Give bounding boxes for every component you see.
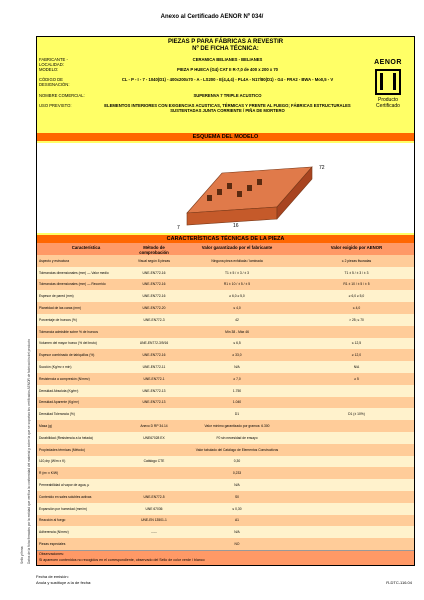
- cell-metodo: Visual según 8 piezas: [137, 258, 170, 263]
- cell-name: Propiedades térmicas (Método): [39, 447, 85, 452]
- cell-aen: [299, 503, 414, 515]
- sidebar-legal-text: Datos de la ficha firmados por la entidad que verifica la conformidad del material y sobre la que se soportan los certificados AENOR de fabricación del producto: [27, 338, 31, 564]
- document-code: R-DTC-116.04: [386, 580, 412, 585]
- cell-fab: 0,30: [233, 459, 241, 464]
- table-row: [37, 538, 414, 551]
- logo-caption-2: Certificado: [376, 103, 400, 109]
- cell-metodo: UNE-EN772-16: [142, 270, 166, 275]
- cell-fab: S0: [234, 494, 240, 499]
- cell-fab: ≤ 0,30: [232, 506, 242, 511]
- sheet-title-line1: PIEZAS P PARA FÁBRICAS A REVESTIR: [167, 39, 284, 45]
- cell-metodo: UNE-EN 13501-1: [141, 518, 167, 523]
- cell-fab: Ninguna pieza exfoliada / laminada: [211, 258, 263, 263]
- cell-metodo: UNE-EN772-20: [142, 306, 166, 311]
- cell-fab: ≤ 6,5: [233, 341, 241, 346]
- cell-aen: N/A: [353, 365, 360, 370]
- sidebar-stamp-text: Sello y firma: [20, 546, 24, 564]
- cell-aen: [299, 491, 414, 503]
- annex-header: Anexo al Certificado AENOR Nº 034/: [160, 14, 264, 20]
- cell-aen: ≤ 12,5: [351, 341, 362, 346]
- codigo-value: CL - P - I - 7 - 1040(D1) - 400x200x70 - A - LS200 - E(4,4,4) - PL4A - N17/80(D1) - G4 - FRA2 - BWA - Mo0,5 - V: [121, 77, 334, 82]
- cell-aen: ≤ 2 piezas fisuradas: [341, 258, 372, 263]
- cell-aen: [299, 385, 414, 397]
- cell-metodo: UNE-EN772-3: [143, 317, 165, 322]
- cell-name: Espesor de pared (mm): [39, 294, 74, 299]
- header-caracteristica: Característica: [71, 245, 101, 250]
- cell-aen: [299, 479, 414, 491]
- data-sheet: [36, 36, 415, 566]
- cell-aen: D1 (± 10%): [348, 412, 365, 417]
- aenor-logo-text: AENOR: [374, 59, 402, 66]
- product-info: [39, 57, 364, 119]
- cell-name: Tolerancias dimensionales (mm) — Recorrido: [39, 282, 106, 287]
- cell-name: Piezas especiales: [39, 542, 66, 547]
- cell-name: Durabilidad (Resistencia a la helada): [39, 435, 93, 440]
- cell-fab: 0,233: [232, 471, 242, 476]
- cell-metodo: [133, 467, 175, 479]
- cell-name: Porcentaje de huecos (%): [39, 317, 77, 322]
- header-metodo: Método de comprobación: [139, 245, 169, 255]
- cell-aen: [299, 397, 414, 409]
- specs-header: [37, 243, 414, 255]
- observaciones-text: Si aparecen contenidos no recogidos en el correspondiente, observado del Sello de color verde / blanco: [39, 558, 205, 562]
- cell-aen: R1 ± 10 / ± 5 / ± 5: [343, 282, 370, 287]
- cell-aen: ≥ 12,0: [351, 353, 362, 358]
- uso-value: ELEMENTOS INTERIORES CON EXIGENCIAS ACUSTICAS, TÉRMICAS Y FRENTE AL FUEGO; FÁBRICAS ESTRUCTURALES SUSTENTADAS JUNTA CORRIENTE / PIÑA DE MORTERO: [104, 103, 351, 113]
- logo-caption-1: Producto: [377, 97, 398, 103]
- sheet-title: [37, 37, 414, 55]
- cell-fab: ≤ 4,0: [233, 306, 241, 311]
- cell-name: Succión (Kg/m² x min): [39, 365, 72, 370]
- cell-metodo: UNE-EN772-5: [143, 494, 165, 499]
- cell-aen: > 25; ≤ 70: [349, 317, 364, 322]
- cell-fab: Valor tabulado del Catálogo de Elementos Constructivos: [195, 447, 279, 452]
- observaciones: [37, 551, 414, 565]
- dim-b: 16: [233, 223, 239, 229]
- comercial-value: SUPERENVA 7 TRIPLE ACUSTICO: [193, 93, 262, 98]
- cell-fab: ≥ 7,0: [233, 376, 241, 381]
- cell-name: Densidad Absoluta (Kg/m³): [39, 388, 79, 393]
- cell-metodo: UNE-EN772-3/9/16: [139, 341, 169, 346]
- cell-fab: ≥ 33,0: [232, 353, 242, 358]
- cell-name: Reacción al fuego: [39, 518, 66, 523]
- cell-name: Tolerancia admisible sobre % de huecos: [39, 329, 99, 334]
- cell-name: λ10,dry (W/m x K): [39, 459, 66, 464]
- cell-name: Masa (g): [39, 424, 53, 429]
- cell-metodo: UNE67028 EX: [143, 435, 165, 440]
- cell-name: Aspecto y estructura: [39, 258, 70, 263]
- cell-metodo: -----: [151, 530, 157, 535]
- brick-drawing: [37, 143, 414, 233]
- cell-metodo: UNE-EN772-13: [142, 400, 166, 405]
- cell-metodo: [133, 326, 175, 338]
- cell-metodo: [133, 479, 175, 491]
- comercial-label: NOMBRE COMERCIAL:: [39, 93, 85, 98]
- cell-name: Densidad Tolerancia (%): [39, 412, 75, 417]
- fecha-emision: Fecha de emisión:: [36, 574, 69, 579]
- cell-metodo: Anexo D RP 34.14: [140, 424, 168, 429]
- cell-name: Expansión por humedad (mm/m): [39, 506, 88, 511]
- cell-metodo: UNE-EN772-11: [142, 365, 166, 370]
- cell-metodo: Catálogo CTE: [143, 459, 165, 464]
- cell-aen: [299, 456, 414, 468]
- cell-metodo: UNE-EN772-16: [142, 282, 166, 287]
- codigo-label: CÓDIGO DE DESIGNACIÓN:: [39, 77, 70, 87]
- cell-name: Volumen del mayor hueco (% del bruto): [39, 341, 97, 346]
- cell-fab: T1 ± 5 / ± 3 / ± 3: [225, 270, 249, 275]
- cell-metodo: UNE-EN772-1: [143, 376, 165, 381]
- cell-name: Permeabilidad al vapor de agua, μ: [39, 483, 90, 488]
- cell-name: Adherencia (N/mm²): [39, 530, 69, 535]
- observaciones-label: Observaciones:: [39, 552, 64, 556]
- dim-a: 72: [319, 165, 325, 171]
- cell-aen: ≥ 6,0 ≥ 5,0: [348, 294, 365, 299]
- fabricante-label: FABRICANTE - LOCALIDAD:: [39, 57, 68, 67]
- cell-name: Espesor combinado de tabiquillos (%): [39, 353, 95, 358]
- cell-name: Planeidad de las caras (mm): [39, 306, 81, 311]
- anula-fecha: Anula y sustituye a la de fecha:: [36, 580, 92, 585]
- dim-c: 7: [177, 225, 180, 231]
- cell-metodo: UNE-EN772-16: [142, 294, 166, 299]
- uso-label: USO PREVISTO:: [39, 103, 72, 108]
- fabricante-value: CERAMICA BELIANES - BELIANES: [192, 57, 263, 62]
- cell-aen: [299, 420, 414, 432]
- header-fabricante: Valor garantizado por el fabricante: [201, 245, 273, 250]
- aenor-n-icon: [375, 69, 401, 95]
- cell-fab: 1.040: [232, 400, 242, 405]
- cell-aen: [299, 538, 414, 550]
- cell-fab: N/A: [234, 365, 240, 370]
- esquema-band: ESQUEMA DEL MODELO: [37, 133, 414, 141]
- cell-aen: [299, 467, 414, 479]
- caracteristicas-band: CARACTERÍSTICAS TÉCNICAS DE LA PIEZA: [37, 235, 414, 243]
- cell-aen: [299, 515, 414, 527]
- cell-aen: T1 ± 5 / ± 3 / ± 3: [344, 270, 369, 275]
- footer-dates: [36, 574, 91, 586]
- cell-metodo: UNE-EN772-16: [142, 353, 166, 358]
- cell-metodo: [133, 538, 175, 550]
- specs-table: [37, 243, 414, 551]
- header-aenor: Valor exigido por AENOR: [330, 245, 383, 250]
- cell-fab: N/A: [234, 530, 240, 535]
- brick-svg: [37, 143, 414, 233]
- cell-name: Resistencia a compresión (N/mm²): [39, 376, 90, 381]
- cell-fab: R1 ± 10 / ± 5 / ± 5: [223, 282, 251, 287]
- cell-fab: N/A: [234, 483, 240, 488]
- cell-aen: ≥ 5: [354, 376, 359, 381]
- cell-fab: D1: [234, 412, 240, 417]
- cell-fab: ≥ 6,0 ≥ 5,0: [229, 294, 245, 299]
- cell-name: Contenido en sales solubles activas: [39, 494, 92, 499]
- cell-metodo: UNE 67036: [145, 506, 163, 511]
- cell-aen: [299, 444, 414, 456]
- cell-name: Tolerancias dimensionales (mm) — Valor medio: [39, 270, 109, 275]
- modelo-value: PIEZA P HUECA (G4) CAT II R-7,0 de 400 x 200 x 70: [176, 67, 278, 72]
- cell-aen: [299, 432, 414, 444]
- cell-aen: ≤ 4,0: [352, 306, 361, 311]
- cell-metodo: [133, 444, 175, 456]
- cell-fab: 1.750: [232, 388, 242, 393]
- modelo-label: MODELO:: [39, 67, 59, 72]
- aenor-logo: [368, 59, 408, 109]
- cell-fab: A1: [234, 518, 240, 523]
- cell-aen: [299, 526, 414, 538]
- cell-fab: Mín 38 - Máx 46: [225, 329, 249, 334]
- cell-fab: F0 sin necesidad de ensayo: [216, 435, 258, 440]
- cell-fab: 42: [235, 317, 239, 322]
- cell-name: Densidad Aparente (Kg/m³): [39, 400, 79, 405]
- cell-fab: NO: [234, 542, 240, 547]
- cell-aen: [299, 326, 414, 338]
- cell-metodo: UNE-EN772-13: [142, 388, 166, 393]
- cell-name: R (m² x K/W): [39, 471, 59, 476]
- cell-fab: Valor mínimo garantizado por gramos: 6.300: [204, 424, 270, 429]
- cell-metodo: [133, 408, 175, 420]
- sheet-title-line2: Nº DE FICHA TÉCNICA:: [192, 46, 259, 52]
